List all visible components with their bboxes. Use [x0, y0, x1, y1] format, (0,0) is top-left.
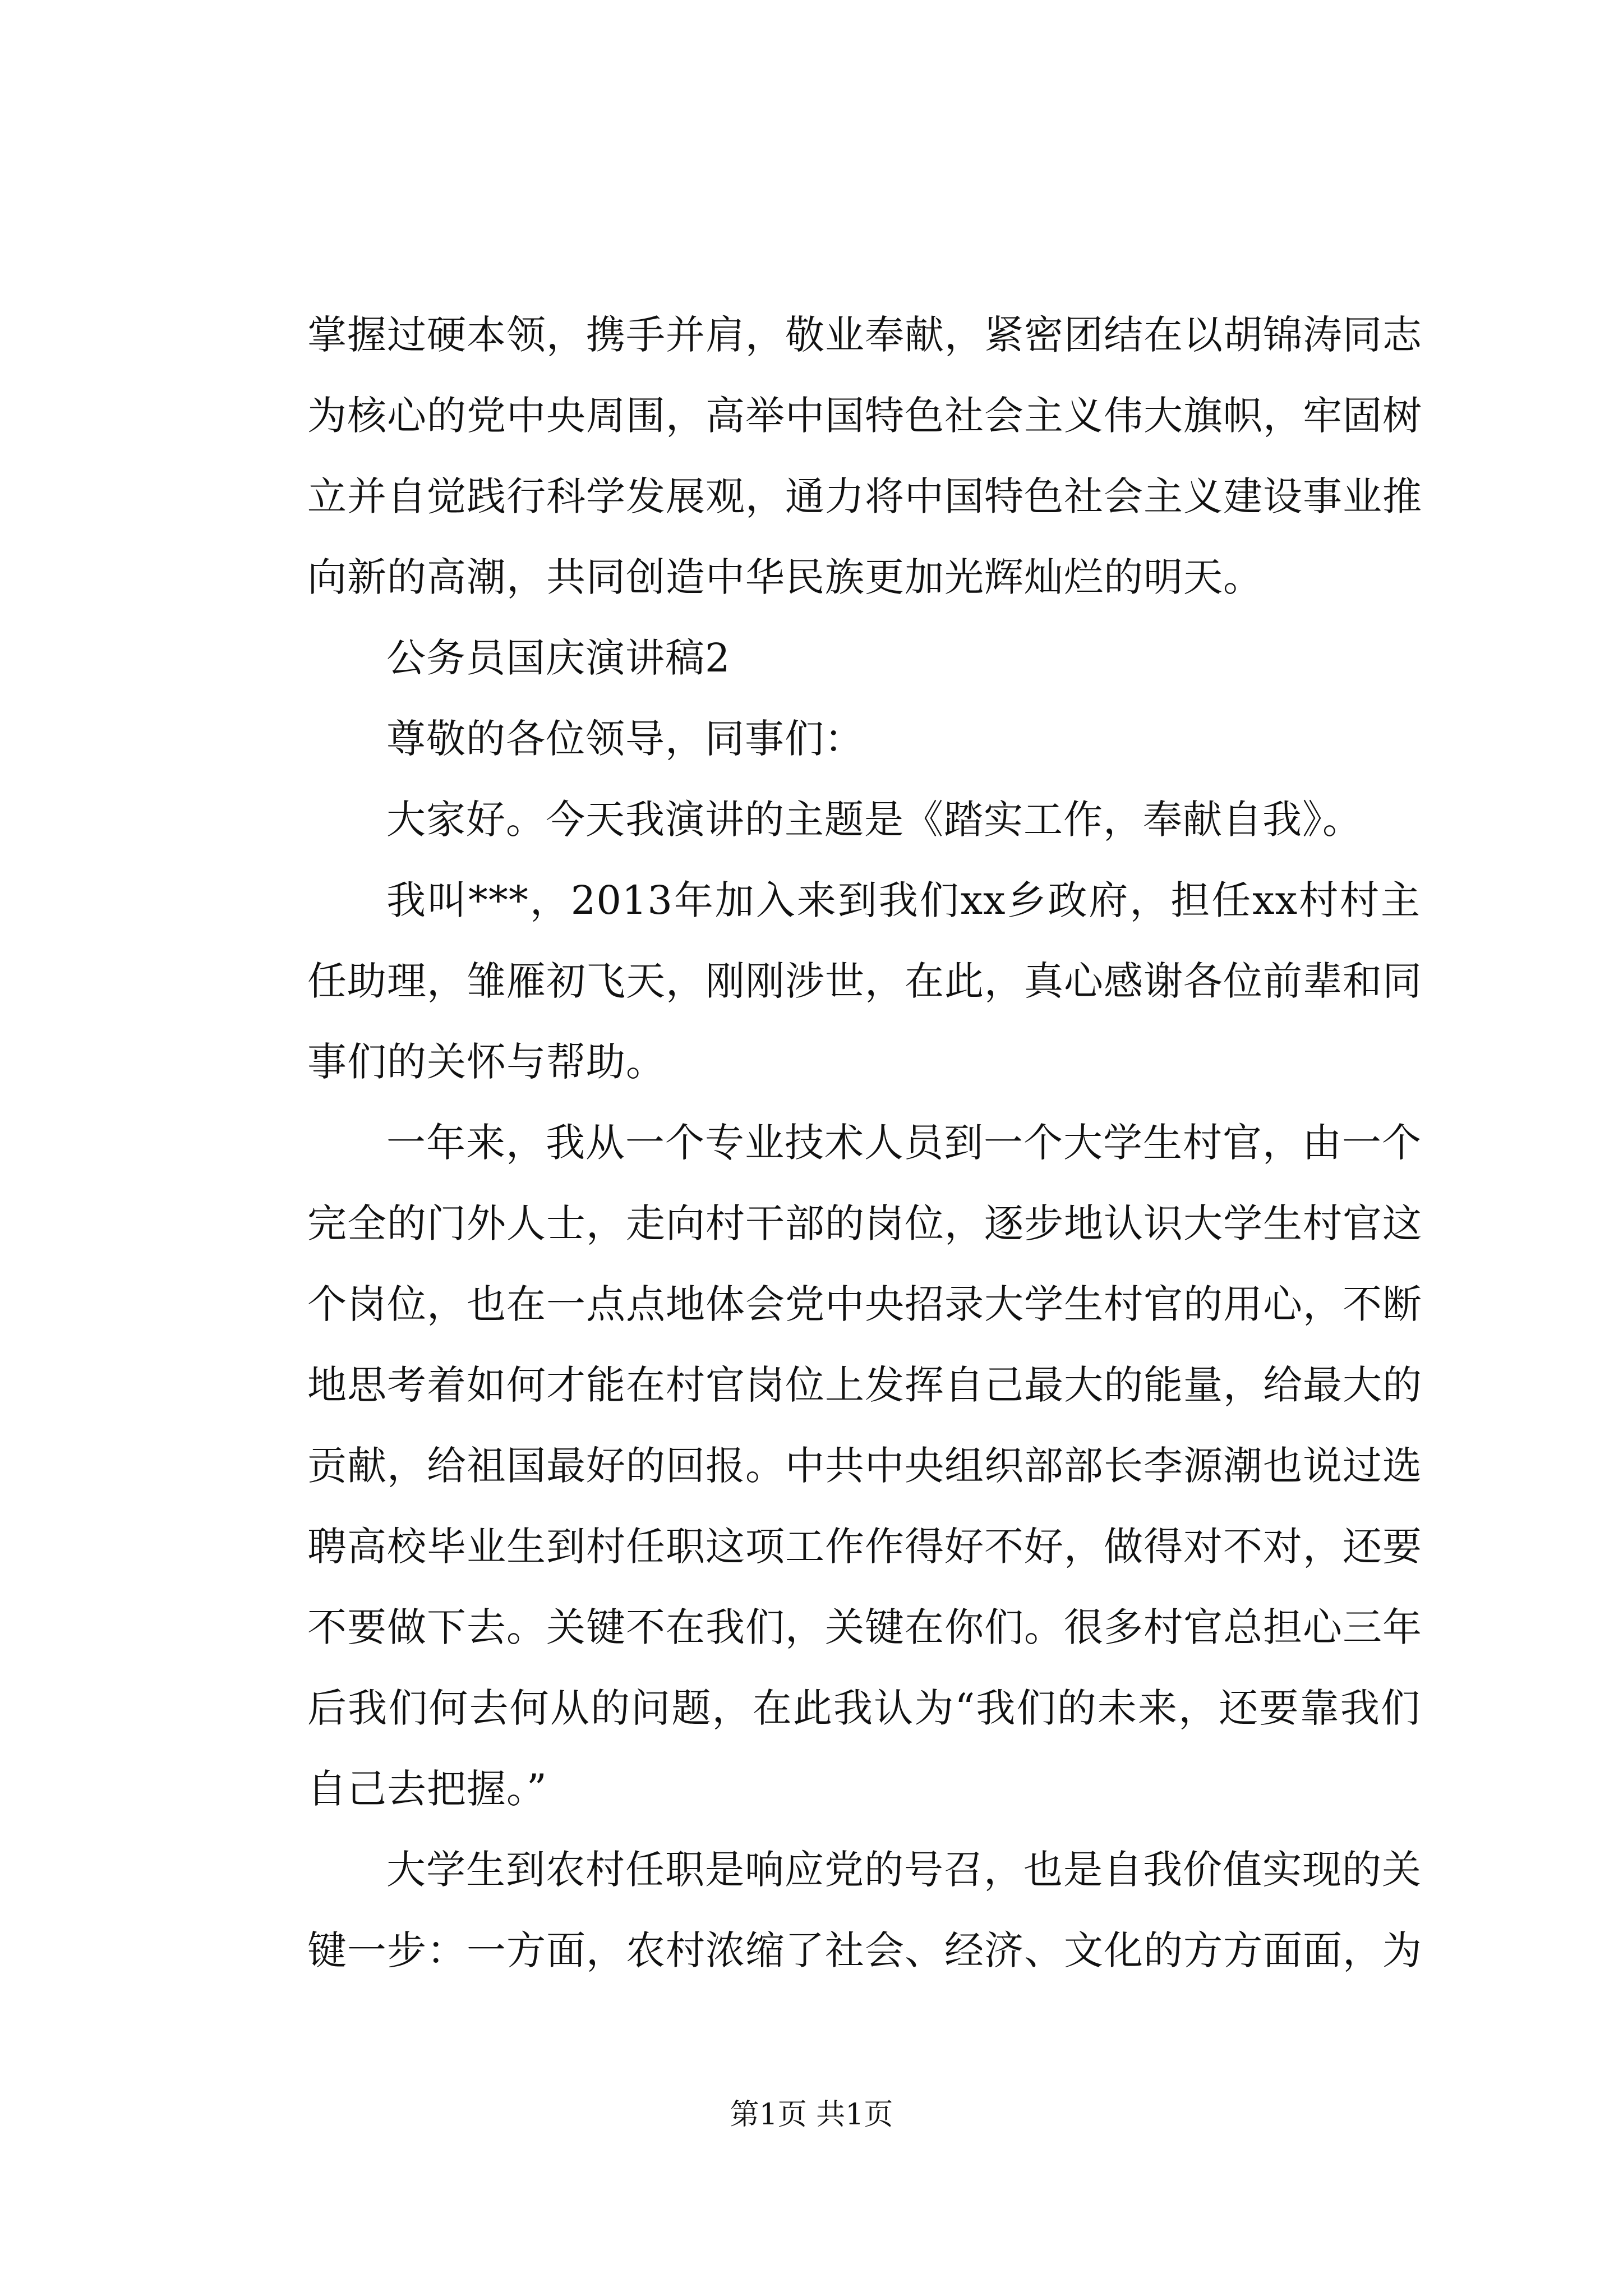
text-line: 任助理，雏雁初飞天，刚刚涉世，在此，真心感谢各位前辈和同 [307, 958, 1422, 1004]
text-line: 地思考着如何才能在村官岗位上发挥自己最大的能量，给最大的 [307, 1362, 1422, 1408]
text-line: 不要做下去。关键不在我们，关键在你们。很多村官总担心三年 [307, 1604, 1422, 1650]
text-line: 键一步：一方面，农村浓缩了社会、经济、文化的方方面面，为 [307, 1927, 1422, 1973]
text-line: 个岗位，也在一点点地体会党中央招录大学生村官的用心，不断 [307, 1281, 1422, 1327]
text-line: 自己去把握。” [307, 1766, 547, 1812]
text-line: 一年来，我从一个专业技术人员到一个大学生村官，由一个 [386, 1120, 1422, 1166]
text-line: 向新的高潮，共同创造中华民族更加光辉灿烂的明天。 [307, 554, 1263, 600]
text-line: 我叫***，2013年加入来到我们xx乡政府，担任xx村村主 [386, 877, 1421, 923]
text-line: 事们的关怀与帮助。 [307, 1039, 666, 1085]
text-line: 后我们何去何从的问题，在此我认为“我们的未来，还要靠我们 [307, 1685, 1421, 1731]
text-line: 完全的门外人士，走向村干部的岗位，逐步地认识大学生村官这 [307, 1200, 1422, 1246]
page-number-footer: 第1页 共1页 [730, 2098, 893, 2132]
text-line: 立并自觉践行科学发展观，通力将中国特色社会主义建设事业推 [307, 473, 1422, 519]
text-line: 为核心的党中央周围，高举中国特色社会主义伟大旗帜，牢固树 [307, 393, 1422, 439]
text-line: 聘高校毕业生到村任职这项工作作得好不好，做得对不对，还要 [307, 1524, 1422, 1570]
text-line: 掌握过硬本领，携手并肩，敬业奉献，紧密团结在以胡锦涛同志 [307, 312, 1422, 358]
text-line: 大家好。今天我演讲的主题是《踏实工作，奉献自我》。 [386, 797, 1362, 843]
section-title: 公务员国庆演讲稿2 [386, 635, 731, 681]
salutation: 尊敬的各位领导，同事们： [386, 716, 864, 762]
text-line: 贡献，给祖国最好的回报。中共中央组织部部长李源潮也说过选 [307, 1443, 1422, 1489]
text-line: 大学生到农村任职是响应党的号召，也是自我价值实现的关 [386, 1847, 1422, 1893]
document-body [307, 295, 1421, 1991]
